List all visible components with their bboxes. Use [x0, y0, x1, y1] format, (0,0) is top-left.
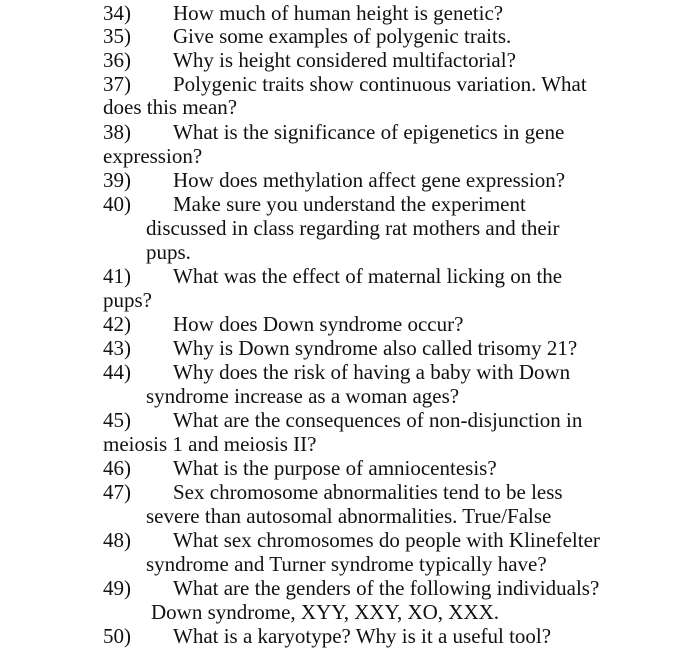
- question-text: Why does the risk of having a baby with Down: [173, 360, 571, 384]
- question-text: How much of human height is genetic?: [173, 1, 504, 25]
- question-number: 48): [103, 528, 131, 552]
- question-number: 36): [103, 48, 131, 72]
- question-text: What is the significance of epigenetics in gene: [173, 120, 565, 144]
- question-number: 41): [103, 264, 131, 288]
- question-text-continuation: syndrome and Turner syndrome typically have?: [146, 552, 547, 576]
- question-text: Sex chromosome abnormalities tend to be less: [173, 480, 563, 504]
- question-text-continuation: syndrome increase as a woman ages?: [146, 384, 460, 408]
- question-text-continuation: pups?: [103, 288, 152, 312]
- question-text-continuation: pups.: [146, 240, 191, 264]
- question-text: What are the consequences of non-disjunction in: [173, 408, 583, 432]
- question-number: 35): [103, 24, 131, 48]
- question-text: What are the genders of the following individuals?: [173, 576, 600, 600]
- question-number: 49): [103, 576, 131, 600]
- question-text: Polygenic traits show continuous variation. What: [173, 72, 587, 96]
- question-text-continuation: expression?: [103, 144, 203, 168]
- question-text: Make sure you understand the experiment: [173, 192, 526, 216]
- question-text: How does methylation affect gene expression?: [173, 168, 566, 192]
- question-text-continuation: discussed in class regarding rat mothers and their: [146, 216, 560, 240]
- question-number: 40): [103, 192, 131, 216]
- question-number: 38): [103, 120, 131, 144]
- question-text: What is a karyotype? Why is it a useful tool?: [173, 624, 552, 648]
- question-number: 42): [103, 312, 131, 336]
- question-text: Give some examples of polygenic traits.: [173, 24, 512, 48]
- question-number: 47): [103, 480, 131, 504]
- question-text: What is the purpose of amniocentesis?: [173, 456, 497, 480]
- question-text: Why is Down syndrome also called trisomy 21?: [173, 336, 578, 360]
- question-text-continuation: does this mean?: [103, 95, 238, 119]
- question-number: 39): [103, 168, 131, 192]
- question-text: What sex chromosomes do people with Klinefelter: [173, 528, 600, 552]
- question-number: 50): [103, 624, 131, 648]
- question-number: 34): [103, 1, 131, 25]
- question-number: 43): [103, 336, 131, 360]
- question-text: Why is height considered multifactorial?: [173, 48, 516, 72]
- question-text: How does Down syndrome occur?: [173, 312, 464, 336]
- question-text-continuation: Down syndrome, XYY, XXY, XO, XXX.: [151, 600, 500, 624]
- question-text-continuation: severe than autosomal abnormalities. True/False: [146, 504, 552, 528]
- question-number: 45): [103, 408, 131, 432]
- question-number: 37): [103, 72, 131, 96]
- question-text: What was the effect of maternal licking on the: [173, 264, 563, 288]
- question-text-continuation: meiosis 1 and meiosis II?: [103, 432, 317, 456]
- question-number: 46): [103, 456, 131, 480]
- question-number: 44): [103, 360, 131, 384]
